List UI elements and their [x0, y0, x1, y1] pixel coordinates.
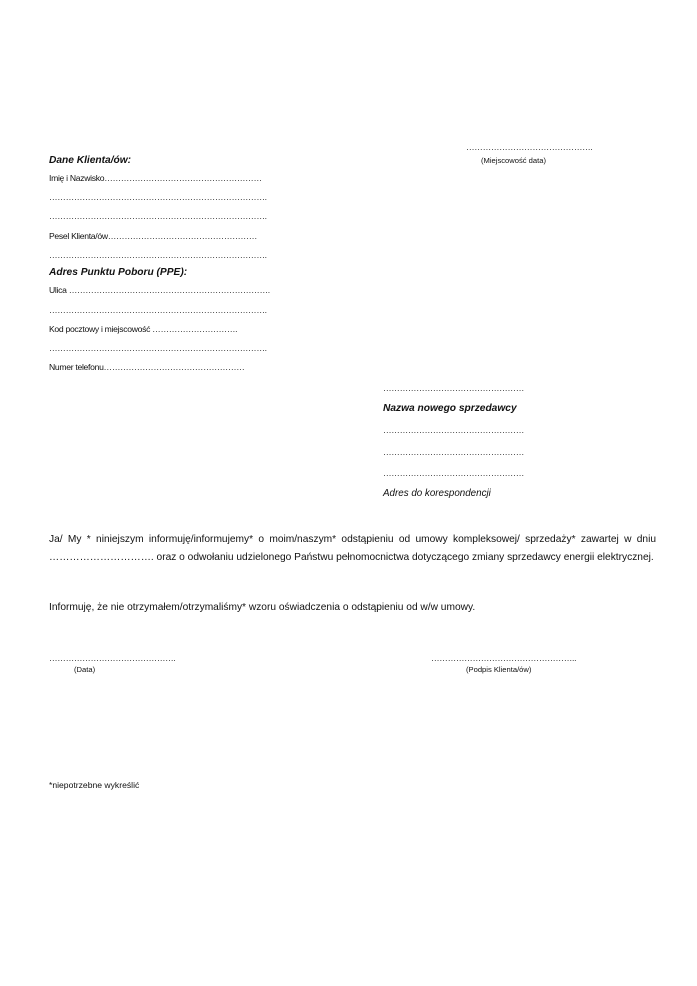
client-blank-line-1: …………………………………………………………………….: [49, 192, 267, 202]
ppe-blank-line-2: …………………………………………………………………….: [49, 343, 267, 353]
seller-address-line-2: ……………………………………………: [383, 447, 524, 457]
client-signature-line: ……………………………………………..: [431, 653, 577, 663]
client-name-field: Imię i Nazwisko…………………………………………………: [49, 173, 262, 183]
ppe-street-field: Ulica ……………………………………………………………….: [49, 285, 270, 295]
footnote: *niepotrzebne wykreślić: [49, 780, 140, 790]
place-date-line: ……………………………………….: [466, 142, 593, 152]
date-signature-line: ……………………………………….: [49, 653, 176, 663]
declaration-paragraph: Ja/ My * niniejszym informuję/informujemy* o moim/naszym* odstąpieniu od umowy kompleksowej/ sprzedaży* zawartej w dniu …………………………. oraz o odwołaniu udzielonego Państwu pełnomocnictwa dotyczącego zmiany sprzedawcy energii elektrycznej.: [49, 534, 656, 563]
seller-address-line-3: ……………………………………………: [383, 468, 524, 478]
seller-address-line-1: ……………………………………………: [383, 425, 524, 435]
client-signature-label: (Podpis Klienta/ów): [466, 665, 532, 674]
not-received-paragraph: Informuję, że nie otrzymałem/otrzymaliśmy* wzoru oświadczenia o odstąpieniu od w/w umowy.: [49, 602, 476, 613]
client-blank-line-3: …………………………………………………………………….: [49, 250, 267, 260]
seller-name-label: Nazwa nowego sprzedawcy: [383, 403, 517, 414]
ppe-blank-line-1: …………………………………………………………………….: [49, 305, 267, 315]
place-date-label: (Miejscowość data): [481, 156, 546, 165]
ppe-phone-field: Numer telefonu……………………………………………: [49, 362, 245, 372]
ppe-postal-field: Kod pocztowy i miejscowość ………………………….: [49, 324, 238, 334]
client-blank-line-2: …………………………………………………………………….: [49, 211, 267, 221]
ppe-heading: Adres Punktu Poboru (PPE):: [49, 267, 188, 278]
date-signature-label: (Data): [74, 665, 96, 674]
seller-address-label: Adres do korespondencji: [383, 488, 491, 499]
seller-name-line: ……………………………………………: [383, 383, 524, 393]
client-heading: Dane Klienta/ów:: [49, 155, 132, 166]
client-pesel-field: Pesel Klienta/ów………………………………………………: [49, 231, 258, 241]
